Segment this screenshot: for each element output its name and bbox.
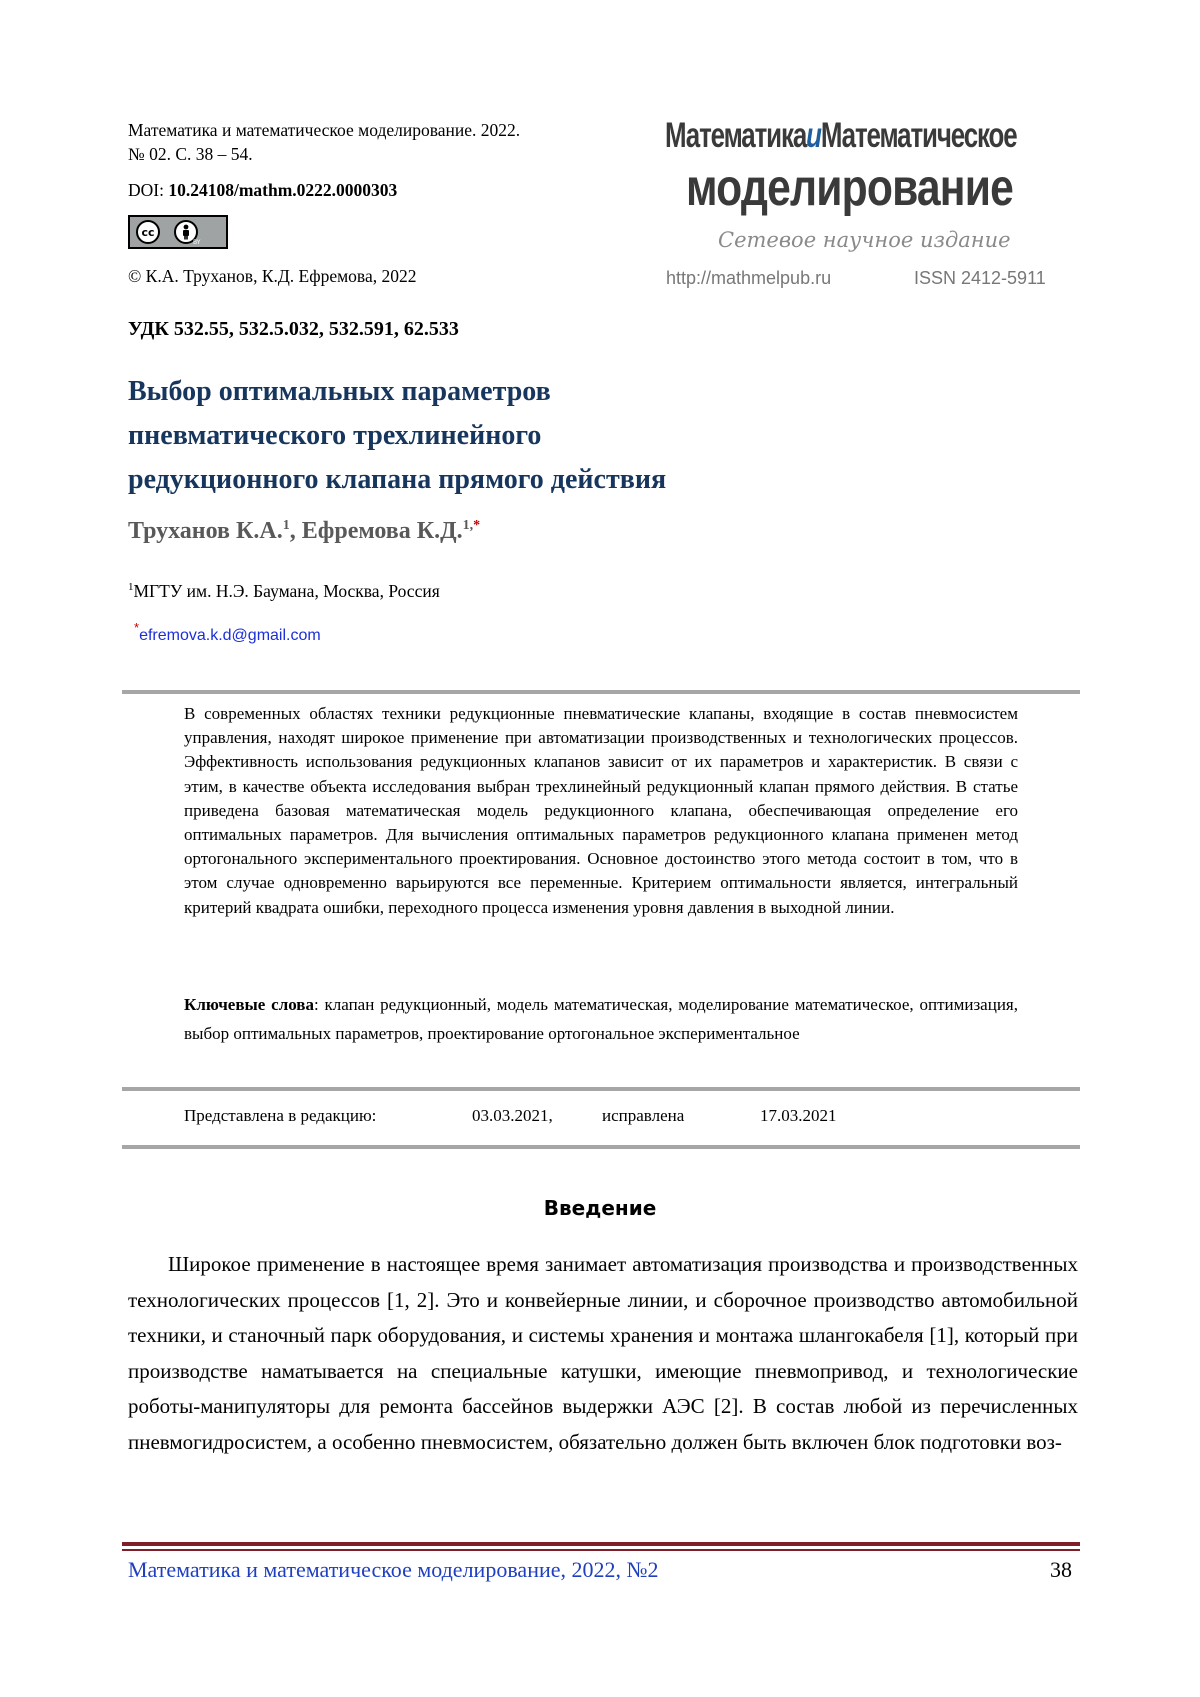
author-1-sup: 1 [283,518,290,533]
divider-middle [122,1087,1080,1091]
keywords-label: Ключевые слова [184,995,314,1014]
footer-rule-thin [122,1549,1080,1551]
section-title: Введение [0,1196,1200,1220]
received-date: 03.03.2021, [472,1106,553,1126]
keywords-text: : клапан редукционный, модель математическая, моделирование математическое, оптимизация, выбор оптимальных параметров, проектирование ортогональное экспериментальное [184,995,1018,1043]
affiliation-sup: 1 [128,581,134,593]
by-label: BY [193,239,200,246]
abstract: В современных областях техники редукционные пневматические клапаны, входящие в состав пневмосистем управления, находят широкое применение при автоматизации производственных и технологических процессов. Эффективность использования редукционных клапанов зависит от их параметров и характеристик. В связи с этим, в качестве объекта исследования выбран трехлинейный редукционный клапан прямого действия. В статье приведена базовая математическая модель редукционного клапана, обеспечивающая определение его оптимальных параметров. Для вычисления оптимальных параметров редукционного клапана применен метод ортогонального экспериментального проектирования. Основное достоинство этого метода состоит в том, что в этом случае одновременно варьируются все переменные. Критерием оптимальности является, интегральный критерий квадрата ошибки, переходного процесса изменения уровня давления в выходной линии. [184,702,1018,920]
title-line1: Выбор оптимальных параметров [128,370,888,414]
footer-rule [122,1542,1080,1546]
body-paragraph: Широкое применение в настоящее время занимает автоматизация производства и производственных технологических процессов [1, 2]. Это и конвейерные линии, и сборочное производство автомобильной техники, и станочный парк оборудования, и системы хранения и монтажа шлангокабеля [1], который при производстве наматывается на специальные катушки, имеющие пневмопривод, и технологические роботы-манипуляторы для ремонта бассейнов выдержки АЭС [2]. В состав любой из перечисленных пневмогидросистем, а особенно пневмосистем, обязательно должен быть включен блок подготовки воз- [128,1247,1078,1460]
email-link[interactable]: efremova.k.d@gmail.com [139,627,321,644]
citation [128,118,628,166]
email-star: * [134,620,139,635]
doi-link[interactable]: 10.24108/mathm.0222.0000303 [168,180,397,200]
citation-line2: № 02. С. 38 – 54. [128,142,628,166]
author-2-sup [463,518,481,533]
journal-issn: ISSN 2412-5911 [914,268,1046,289]
divider-top [122,690,1080,694]
affiliation [128,581,440,602]
authors [128,518,480,545]
logo-word1: Математика [665,116,806,155]
cc-by-icon[interactable] [128,215,228,249]
page-number: 38 [1050,1557,1072,1583]
journal-logo-line2: моделирование [686,158,1013,218]
cc-icon: cc [136,220,160,244]
journal-url[interactable]: http://mathmelpub.ru [666,268,831,289]
affiliation-text: МГТУ им. Н.Э. Баумана, Москва, Россия [134,581,440,601]
citation-line1: Математика и математическое моделирование. 2022. [128,118,628,142]
journal-logo-line1 [665,116,1017,156]
keywords [184,990,1018,1048]
logo-and: и [806,116,821,155]
doi [128,180,397,201]
author-2-sup-num: 1, [463,518,474,533]
copyright: © К.А. Труханов, К.Д. Ефремова, 2022 [128,266,416,287]
title-line2: пневматического трехлинейного [128,414,888,458]
journal-tagline: Сетевое научное издание [718,228,1011,252]
revised-label: исправлена [602,1106,684,1126]
udk: УДК 532.55, 532.5.032, 532.591, 62.533 [128,318,459,341]
received-label: Представлена в редакцию: [184,1106,376,1126]
doi-label: DOI: [128,180,164,200]
footer-journal: Математика и математическое моделирование, 2022, №2 [128,1557,659,1583]
email [134,620,321,645]
author-1: Труханов К.А. [128,518,283,544]
author-sep: , [290,518,302,544]
article-title [128,370,888,502]
logo-word2: Математическое [821,116,1017,155]
divider-bottom [122,1145,1080,1149]
author-2: Ефремова К.Д. [302,518,463,544]
revised-date: 17.03.2021 [760,1106,837,1126]
corresponding-star: * [473,518,480,533]
title-line3: редукционного клапана прямого действия [128,458,888,502]
